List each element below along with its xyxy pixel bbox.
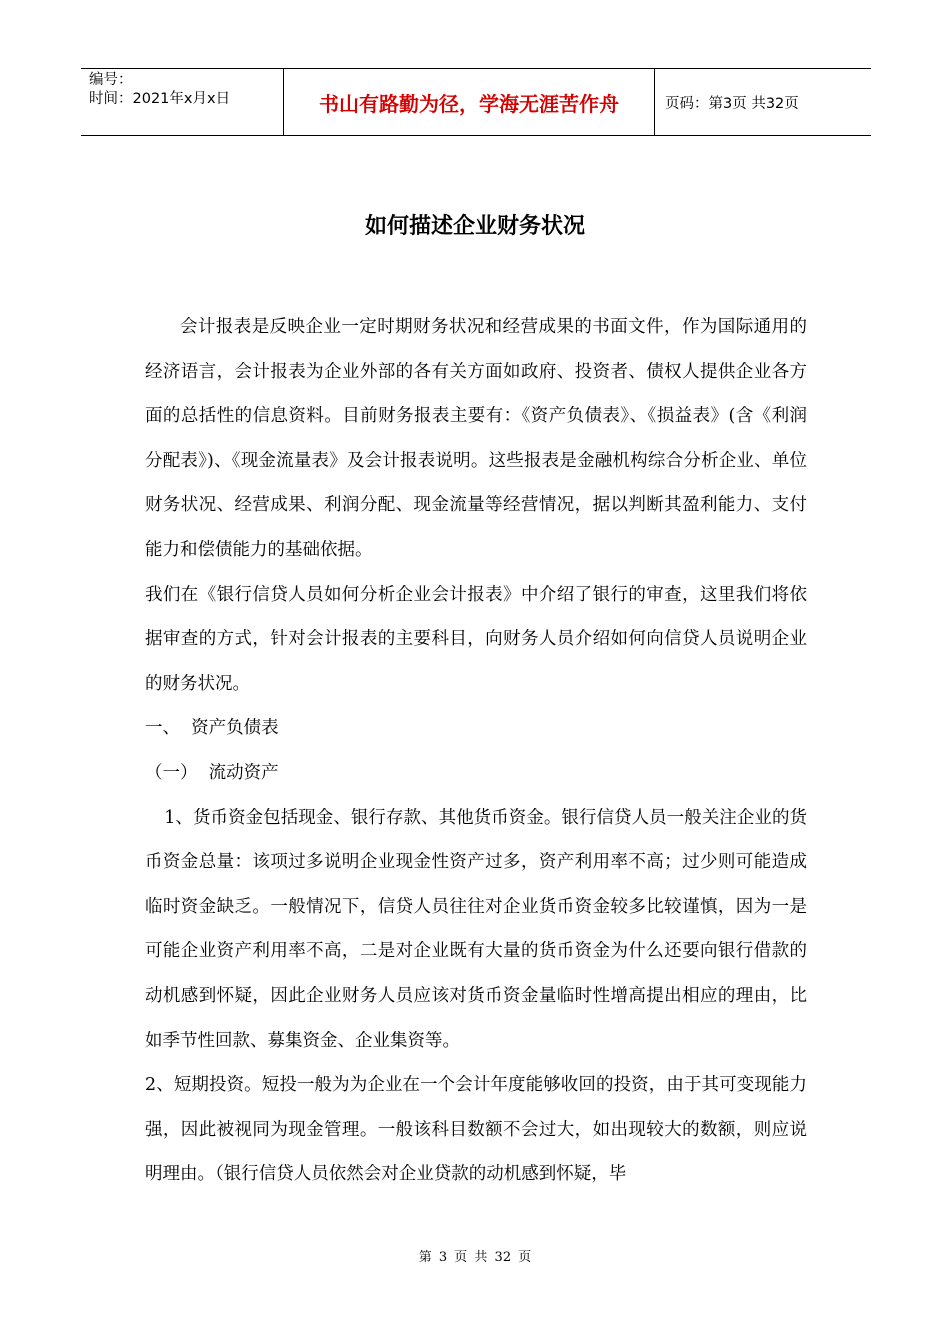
paragraph-short-term-investment: 2、短期投资。短投一般为为企业在一个会计年度能够收回的投资，由于其可变现能力强，因此被视同为现金管理。一般该科目数额不会过大，如出现较大的数额，则应说明理由。（银行信贷人员依然会对企业贷款的动机感到怀疑，毕	[145, 1075, 807, 1185]
document-number-label: 编号：	[89, 72, 133, 88]
page-header	[81, 68, 871, 136]
header-motto: 书山有路勤为径，学海无涯苦作舟	[283, 69, 655, 135]
paragraph-intro: 会计报表是反映企业一定时期财务状况和经营成果的书面文件，作为国际通用的经济语言，会计报表为企业外部的各有关方面如政府、投资者、债权人提供企业各方面的总括性的信息资料。目前财务报表主要有：《资产负债表》、《损益表》(含《利润分配表》)、《现金流量表》及会计报表说明。这些报表是金融机构综合分析企业、单位财务状况、经营成果、利润分配、现金流量等经营情况，据以判断其盈利能力、支付能力和偿债能力的基础依据。	[145, 317, 807, 560]
header-meta	[81, 69, 283, 135]
header-page-label: 页码：第3页 共32页	[665, 95, 799, 112]
paragraph-monetary-funds: 1、货币资金包括现金、银行存款、其他货币资金。银行信贷人员一般关注企业的货币资金总量：该项过多说明企业现金性资产过多，资产利用率不高；过少则可能造成临时资金缺乏。一般情况下，信贷人员往往对企业货币资金较多比较谨慎，因为一是可能企业资产利用率不高，二是对企业既有大量的货币资金为什么还要向银行借款的动机感到怀疑，因此企业财务人员应该对货币资金量临时性增高提出相应的理由，比如季节性回款、募集资金、企业集资等。	[145, 807, 807, 1051]
heading-current-assets: （一） 流动资产	[145, 762, 279, 783]
heading-balance-sheet: 一、 资产负债表	[145, 718, 279, 739]
document-date-label: 时间：2021年x月x日	[89, 91, 231, 107]
document-body	[145, 305, 807, 1197]
page-footer: 第 3 页 共 32 页	[418, 1250, 532, 1265]
paragraph-review: 我们在《银行信贷人员如何分析企业会计报表》中介绍了银行的审查，这里我们将依据审查的方式，针对会计报表的主要科目，向财务人员介绍如何向信贷人员说明企业的财务状况。	[145, 584, 807, 694]
document-title: 如何描述企业财务状况	[364, 214, 585, 239]
